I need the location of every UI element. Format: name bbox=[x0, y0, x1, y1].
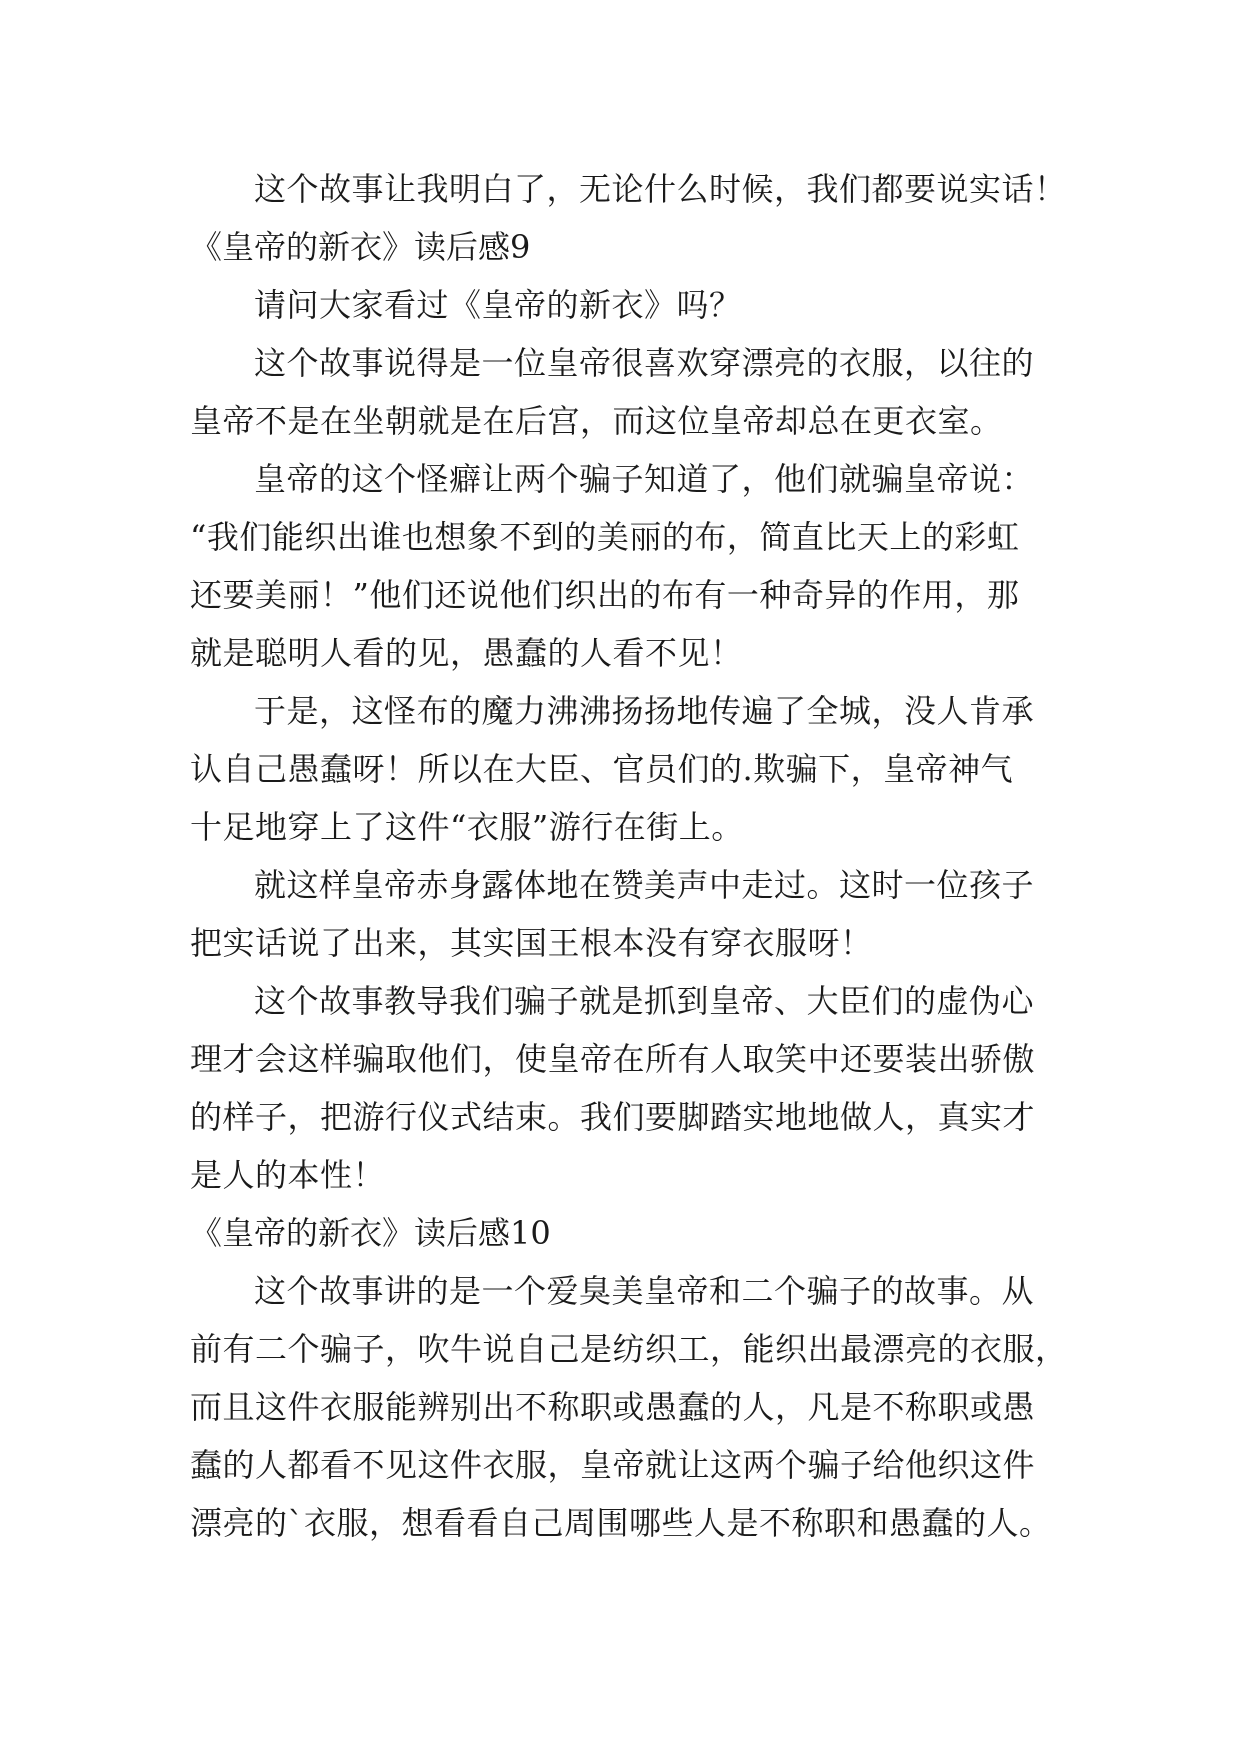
paragraph-line: 这个故事讲的是一个爱臭美皇帝和二个骗子的故事。从 bbox=[254, 1272, 1035, 1310]
paragraph-line: 还要美丽！”他们还说他们织出的布有一种奇异的作用，那 bbox=[190, 576, 1020, 614]
paragraph-line: 这个故事让我明白了，无论什么时候，我们都要说实话！ bbox=[254, 170, 1067, 208]
paragraph-line: 就这样皇帝赤身露体地在赞美声中走过。这时一位孩子 bbox=[254, 866, 1035, 904]
paragraph-line: 理才会这样骗取他们，使皇帝在所有人取笑中还要装出骄傲 bbox=[190, 1040, 1036, 1078]
paragraph-line: 前有二个骗子，吹牛说自己是纺织工，能织出最漂亮的衣服， bbox=[190, 1330, 1068, 1368]
paragraph-line: 而且这件衣服能辨别出不称职或愚蠢的人，凡是不称职或愚 bbox=[190, 1388, 1036, 1426]
paragraph-line: 是人的本性！ bbox=[190, 1156, 386, 1194]
paragraph-line: 于是，这怪布的魔力沸沸扬扬地传遍了全城，没人肯承 bbox=[254, 692, 1035, 730]
paragraph-line: 漂亮的`衣服，想看看自己周围哪些人是不称职和愚蠢的人。 bbox=[190, 1504, 1052, 1542]
paragraph-line: 蠢的人都看不见这件衣服，皇帝就让这两个骗子给他织这件 bbox=[190, 1446, 1036, 1484]
paragraph-line: 皇帝不是在坐朝就是在后宫，而这位皇帝却总在更衣室。 bbox=[190, 402, 1003, 440]
paragraph-line: 的样子，把游行仪式结束。我们要脚踏实地地做人，真实才 bbox=[190, 1098, 1036, 1136]
document-body bbox=[190, 160, 1070, 1552]
paragraph-line: 认自己愚蠢呀！所以在大臣、官员们的.欺骗下，皇帝神气 bbox=[190, 750, 1014, 788]
paragraph-line: 皇帝的这个怪癖让两个骗子知道了，他们就骗皇帝说： bbox=[254, 460, 1035, 498]
paragraph-line: 这个故事说得是一位皇帝很喜欢穿漂亮的衣服，以往的 bbox=[254, 344, 1035, 382]
paragraph-line: 请问大家看过《皇帝的新衣》吗？ bbox=[254, 286, 742, 324]
paragraph-line: 这个故事教导我们骗子就是抓到皇帝、大臣们的虚伪心 bbox=[254, 982, 1035, 1020]
paragraph-line: “我们能织出谁也想象不到的美丽的布，简直比天上的彩虹 bbox=[190, 518, 1020, 556]
paragraph-line: 把实话说了出来，其实国王根本没有穿衣服呀！ bbox=[190, 924, 873, 962]
section-heading: 《皇帝的新衣》读后感10 bbox=[190, 1214, 551, 1252]
paragraph-line: 十足地穿上了这件“衣服”游行在街上。 bbox=[190, 808, 744, 846]
section-heading: 《皇帝的新衣》读后感9 bbox=[190, 228, 531, 266]
paragraph-line: 就是聪明人看的见，愚蠢的人看不见！ bbox=[190, 634, 743, 672]
